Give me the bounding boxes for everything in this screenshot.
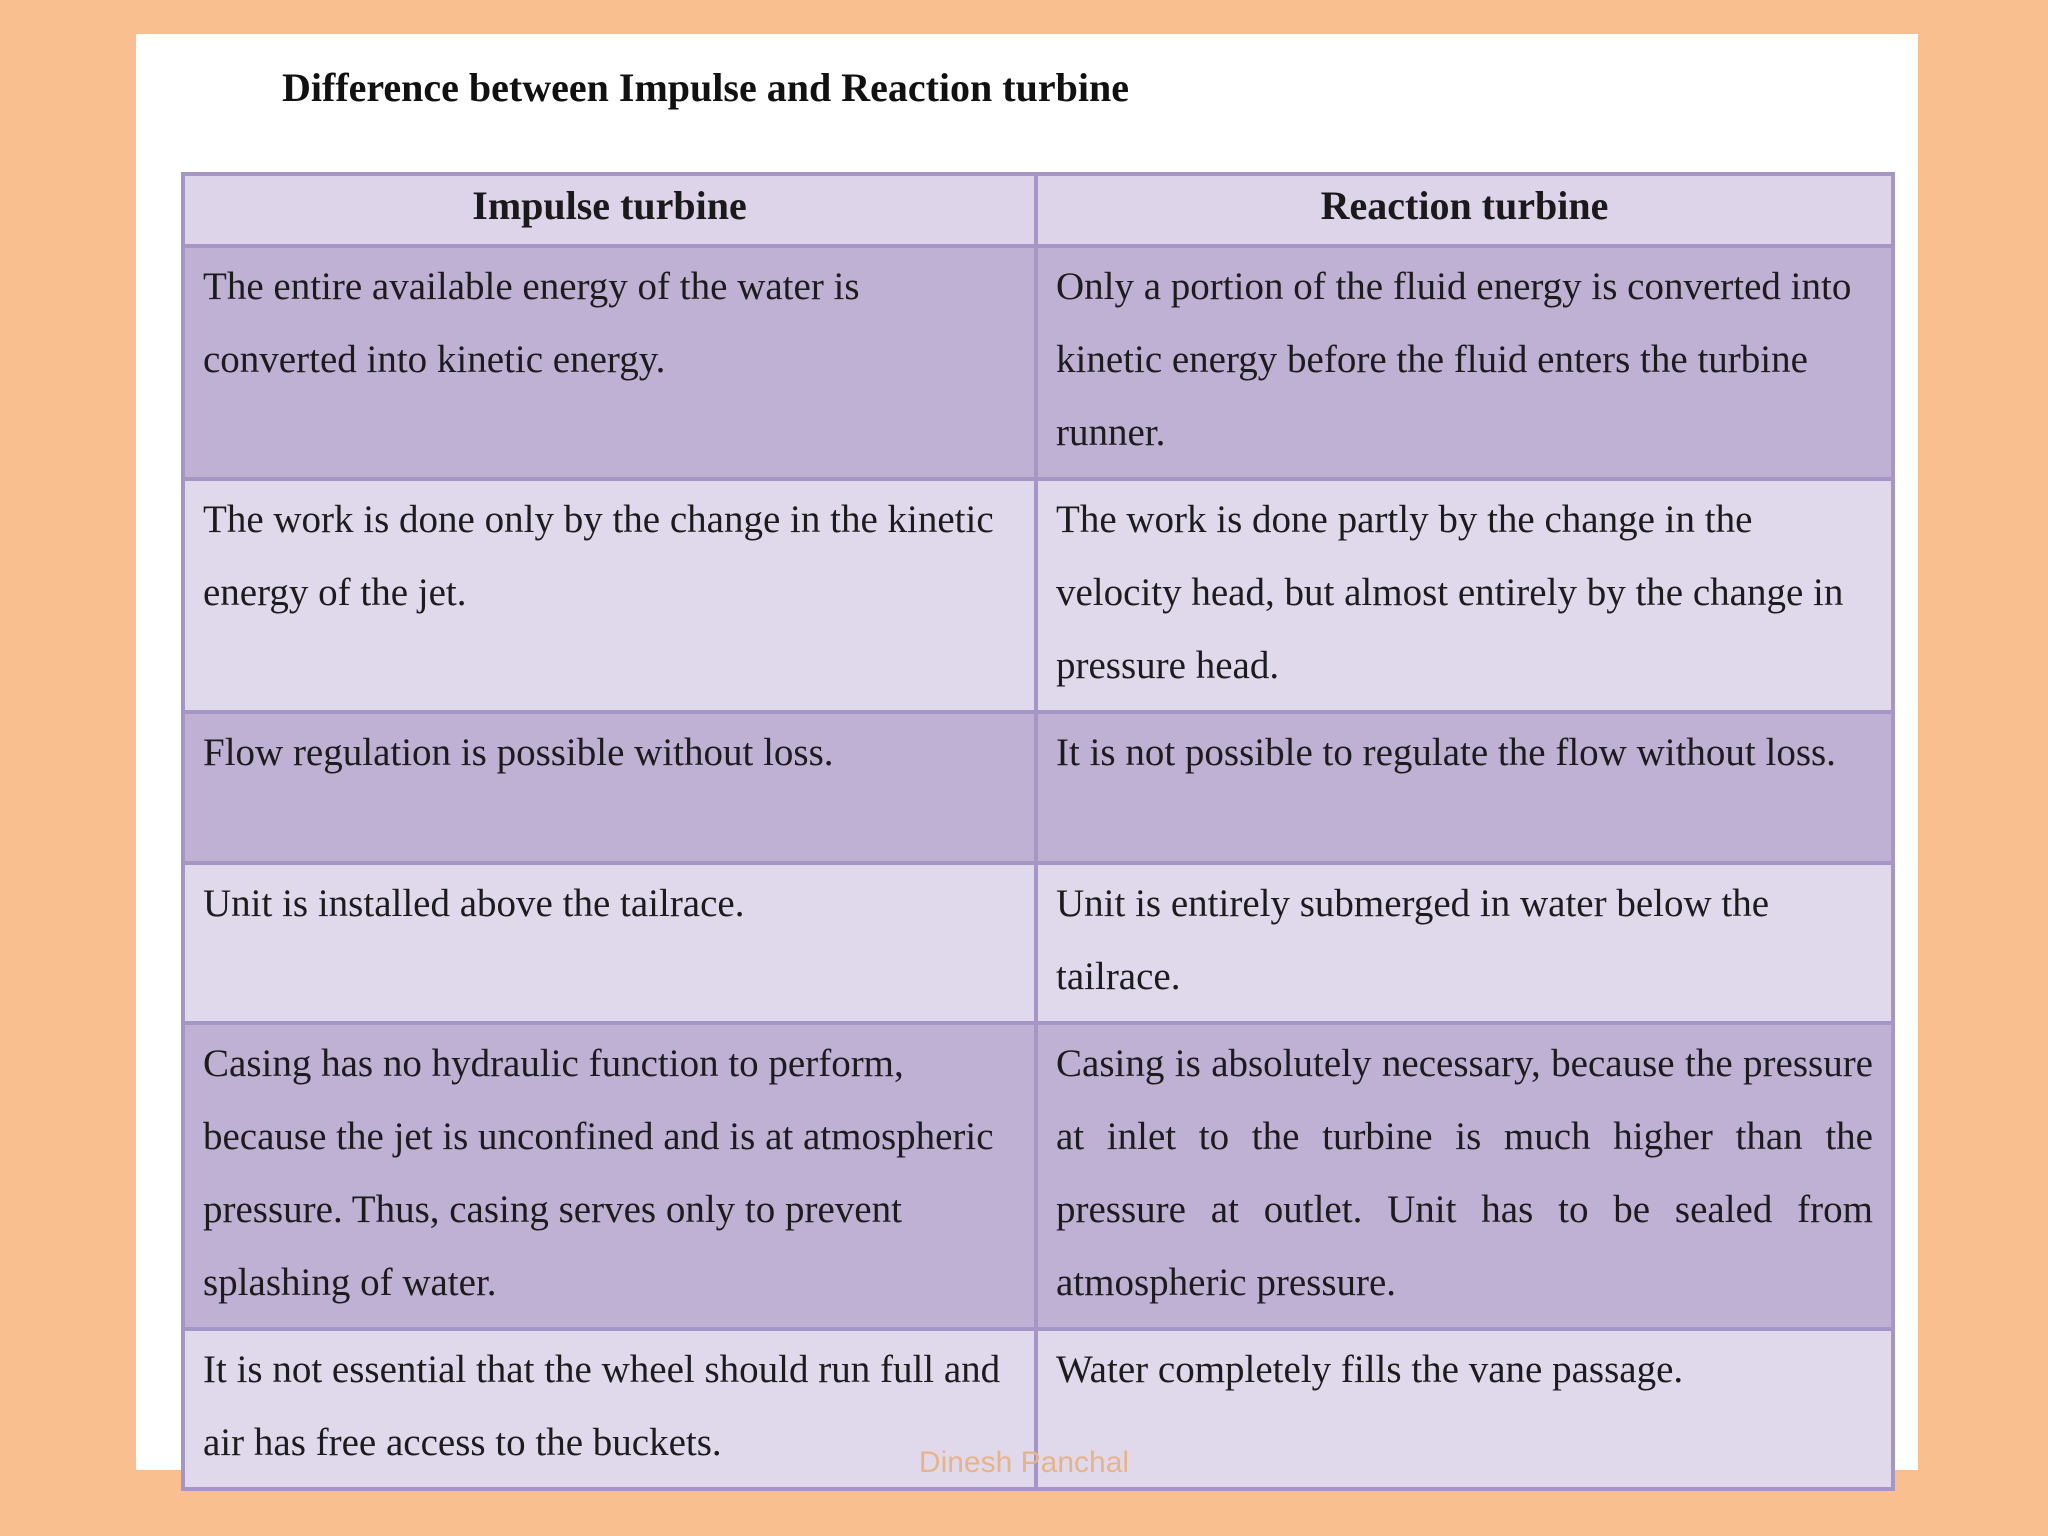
impulse-cell: It is not essential that the wheel should run full and air has free access to the buckets. [183, 1329, 1036, 1489]
reaction-cell: Only a portion of the fluid energy is converted into kinetic energy before the fluid enters the turbine runner. [1036, 246, 1893, 479]
reaction-cell: It is not possible to regulate the flow without loss. [1036, 712, 1893, 863]
table-header-row [183, 174, 1893, 246]
impulse-cell: The work is done only by the change in the kinetic energy of the jet. [183, 479, 1036, 712]
page-title: Difference between Impulse and Reaction turbine [282, 65, 1129, 110]
table-row [183, 1023, 1893, 1329]
impulse-cell: Unit is installed above the tailrace. [183, 863, 1036, 1023]
table-row [183, 712, 1893, 863]
reaction-cell: The work is done partly by the change in the velocity head, but almost entirely by the change in pressure head. [1036, 479, 1893, 712]
comparison-table [181, 172, 1895, 1491]
impulse-cell: The entire available energy of the water is converted into kinetic energy. [183, 246, 1036, 479]
reaction-cell: Water completely fills the vane passage. [1036, 1329, 1893, 1489]
impulse-cell: Casing has no hydraulic function to perform, because the jet is unconfined and is at atmospheric pressure. Thus, casing serves only to prevent splashing of water. [183, 1023, 1036, 1329]
header-reaction-turbine: Reaction turbine [1036, 174, 1893, 246]
table-row [183, 479, 1893, 712]
reaction-cell: Casing is absolutely necessary, because the pressure at inlet to the turbine is much higher than the pressure at outlet. Unit has to be sealed from atmospheric pressure. [1036, 1023, 1893, 1329]
slide-panel [136, 34, 1918, 1470]
table-row [183, 246, 1893, 479]
reaction-cell: Unit is entirely submerged in water below the tailrace. [1036, 863, 1893, 1023]
footer-author-text: Dinesh Panchal [918, 1446, 1130, 1478]
header-impulse-turbine: Impulse turbine [183, 174, 1036, 246]
footer-author [0, 1444, 2048, 1478]
impulse-cell: Flow regulation is possible without loss. [183, 712, 1036, 863]
table-row [183, 863, 1893, 1023]
